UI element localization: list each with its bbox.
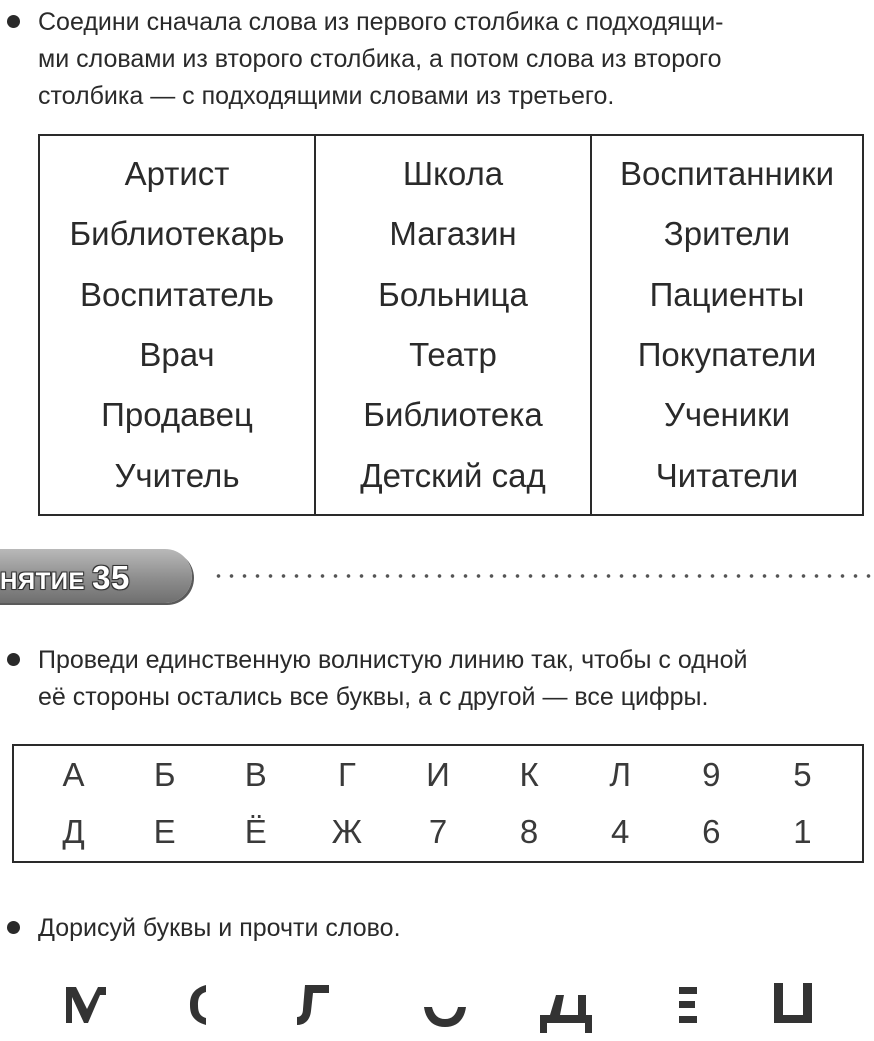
word-cell[interactable]: Воспитатель	[80, 275, 274, 313]
lesson-number: 35	[92, 559, 130, 596]
char-cell: Г	[337, 755, 356, 793]
char-cell: 1	[793, 813, 812, 851]
partial-ts-icon	[772, 981, 816, 1025]
char-cell: 8	[519, 813, 539, 851]
word-cell[interactable]: Библиотека	[363, 396, 543, 434]
partial-o-bottom-icon	[422, 1005, 468, 1029]
partial-o-icon	[186, 983, 210, 1027]
char-cell: Л	[609, 755, 632, 793]
word-cell[interactable]: Школа	[402, 155, 504, 193]
word-cell[interactable]: Воспитанники	[619, 155, 835, 193]
word-cell[interactable]: Больница	[378, 275, 528, 313]
word-cell[interactable]: Детский сад	[360, 456, 546, 494]
task3-text: Дорисуй буквы и прочти слово.	[38, 914, 401, 942]
word-cell[interactable]: Врач	[139, 336, 215, 374]
word-cell[interactable]: Пациенты	[649, 275, 805, 313]
word-cell[interactable]: Продавец	[101, 396, 253, 434]
word-cell[interactable]: Театр	[409, 336, 497, 374]
char-cell: Е	[153, 813, 176, 851]
word-column-professions	[40, 136, 314, 514]
char-cell: 5	[793, 755, 812, 793]
char-cell: 9	[702, 755, 721, 793]
task2-bullet	[7, 653, 20, 666]
word-cell[interactable]: Учитель	[114, 456, 240, 494]
char-cell: В	[244, 755, 267, 793]
lesson-title	[0, 561, 130, 595]
word-cell[interactable]: Читатели	[655, 456, 799, 494]
word-cell[interactable]: Магазин	[389, 215, 517, 253]
lesson-label: НЯТИЕ	[0, 568, 85, 595]
partial-l-icon	[295, 983, 331, 1027]
partial-e-icon	[677, 985, 699, 1025]
char-cell: 6	[702, 813, 721, 851]
task1-bullet	[7, 15, 20, 28]
word-cell[interactable]: Артист	[124, 155, 230, 193]
char-cell: К	[519, 755, 539, 793]
task2-line1: Проведи единственную волнистую линию так, чтобы с одной	[38, 646, 748, 674]
word-column-people	[590, 136, 862, 514]
task2-line2: её стороны остались все буквы, а с другой — все цифры.	[38, 683, 709, 711]
char-cell: Ж	[331, 813, 363, 851]
partial-d-icon	[538, 993, 594, 1035]
char-cell: И	[426, 755, 450, 793]
dotted-divider	[212, 573, 874, 579]
partial-m-icon	[64, 981, 110, 1027]
char-cell: Д	[62, 813, 85, 851]
word-cell[interactable]: Покупатели	[637, 336, 817, 374]
word-column-places	[314, 136, 590, 514]
char-cell: А	[62, 755, 85, 793]
word-cell[interactable]: Ученики	[663, 396, 791, 434]
word-cell[interactable]: Зрители	[663, 215, 791, 253]
char-cell: 4	[611, 813, 630, 851]
char-cell: Б	[153, 755, 176, 793]
task1-line3: столбика — с подходящими словами из третьего.	[38, 82, 615, 110]
letters-digits-table	[12, 744, 864, 863]
word-matching-table	[38, 134, 864, 516]
task1-line1: Соедини сначала слова из первого столбика с подходящи-	[38, 8, 724, 36]
word-cell[interactable]: Библиотекарь	[69, 215, 285, 253]
task3-bullet	[7, 921, 20, 934]
task1-line2: ми словами из второго столбика, а потом слова из второго	[38, 45, 722, 73]
char-cell: 7	[428, 813, 448, 851]
letter-fragments-row	[60, 975, 840, 1041]
char-cell: Ё	[244, 813, 267, 851]
